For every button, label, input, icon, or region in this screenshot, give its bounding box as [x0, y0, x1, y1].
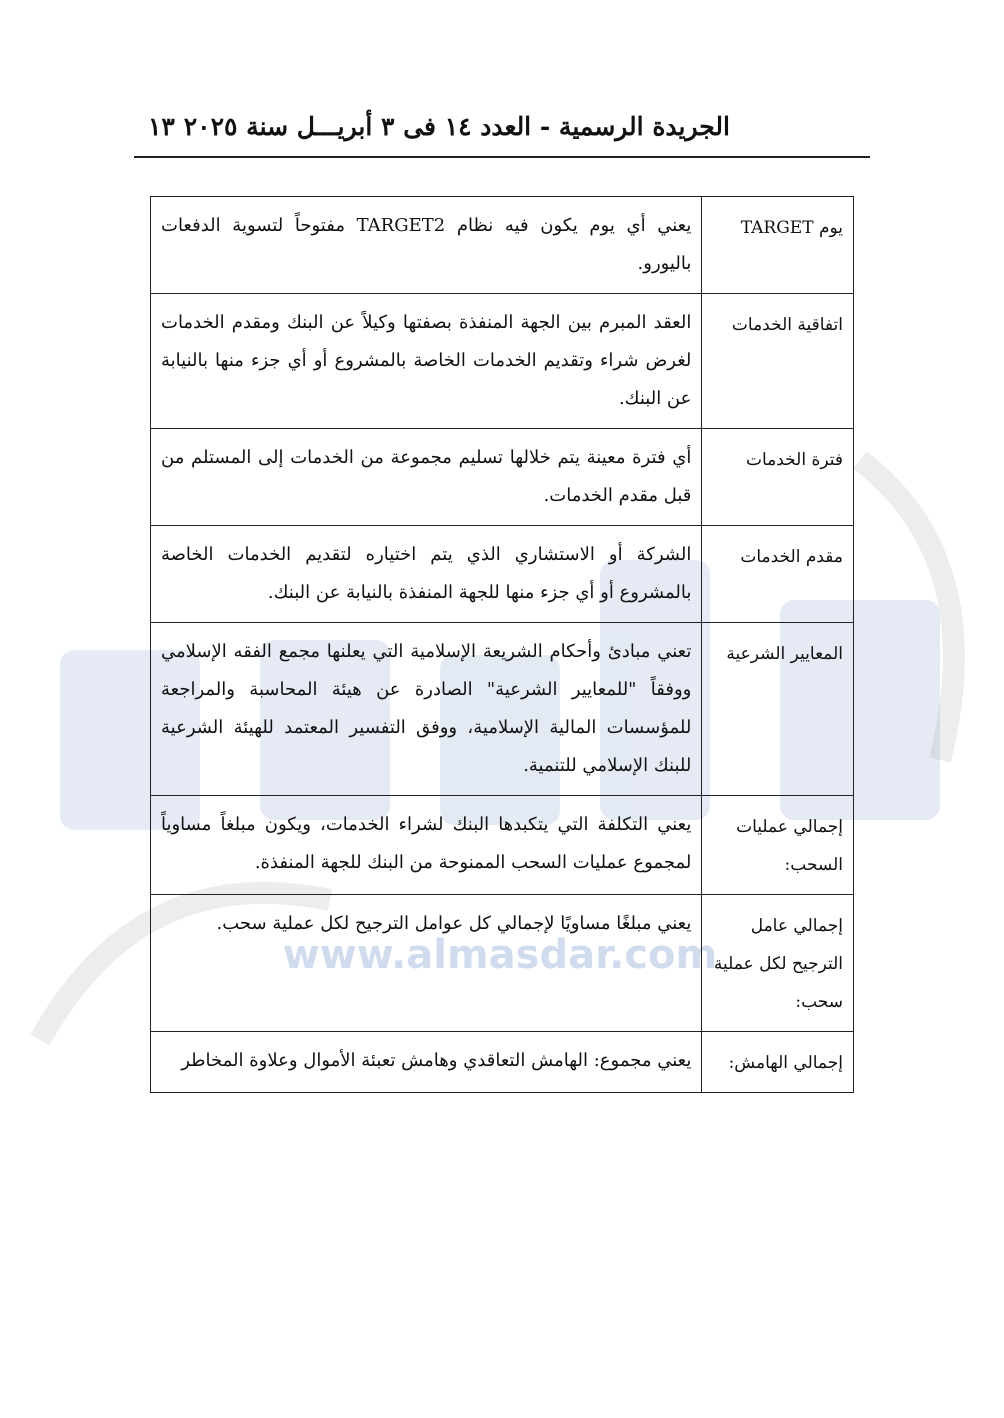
table-row: [151, 895, 854, 1032]
table-row: [151, 294, 854, 429]
margin-item: وعلاوة المخاطر: [181, 1050, 298, 1071]
definition-cell: [151, 526, 702, 623]
term-cell: [702, 796, 854, 895]
header-title: الجريدة الرسمية - العدد ١٤ فى ٣ أبريـــل سنة ٢٠٢٥: [183, 112, 730, 141]
term-label: إجمالي عامل الترجيح لكل عملية سحب:: [713, 916, 843, 1012]
watermark-site: www.almasdar.com: [282, 932, 718, 978]
definition-text: أي فترة معينة يتم خلالها تسليم مجموعة من الخدمات إلى المستلم من قبل مقدم الخدمات.: [161, 447, 692, 506]
term-cell: [702, 429, 854, 526]
definition-text: الشركة أو الاستشاري الذي يتم اختياره لتقديم الخدمات الخاصة بالمشروع أو أي جزء منها للجهة المنفذة بالنيابة عن البنك.: [161, 544, 692, 603]
table-row: [151, 526, 854, 623]
definition-text: تعني مبادئ وأحكام الشريعة الإسلامية التي يعلنها مجمع الفقه الإسلامي ووفقاً "للمعايير الشرعية" الصادرة عن هيئة المحاسبة والمراجعة للمؤسسات المالية الإسلامية، ووفق التفسير المعتمد للهيئة الشرعية للبنك الإسلامي للتنمية.: [161, 641, 692, 776]
table-row: [151, 429, 854, 526]
definition-text: العقد المبرم بين الجهة المنفذة بصفتها وكيلاً عن البنك ومقدم الخدمات لغرض شراء وتقديم الخدمات الخاصة بالمشروع أو أي جزء منها بالنيابة عن البنك.: [161, 312, 692, 409]
term-label: يوم TARGET: [740, 218, 843, 238]
table-row: [151, 796, 854, 895]
definition-text: يعني أي يوم يكون فيه نظام TARGET2 مفتوحاً لتسوية الدفعات باليورو.: [161, 215, 692, 274]
page-number: ١٣: [148, 112, 175, 141]
page-header: [134, 108, 870, 158]
term-cell: [702, 895, 854, 1032]
definition-cell: [151, 1032, 702, 1093]
definition-text: يعني مبلغًا مساويًا لإجمالي كل عوامل الترجيح لكل عملية سحب.: [216, 913, 692, 934]
definitions-table: [150, 196, 854, 1093]
table-row: [151, 1032, 854, 1093]
margin-item: الهامش التعاقدي: [463, 1050, 588, 1071]
definition-cell: [151, 796, 702, 895]
term-label: إجمالي عمليات السحب:: [736, 817, 843, 875]
definition-cell: [151, 623, 702, 796]
definition-cell: [151, 294, 702, 429]
table-row: [151, 623, 854, 796]
term-label: فترة الخدمات: [745, 450, 843, 470]
term-cell: [702, 623, 854, 796]
margin-intro: يعني مجموع:: [593, 1050, 692, 1071]
term-label: مقدم الخدمات: [740, 547, 843, 567]
term-label: المعايير الشرعية: [726, 644, 843, 664]
table-row: [151, 197, 854, 294]
term-cell: [702, 294, 854, 429]
term-label: إجمالي الهامش:: [728, 1053, 843, 1073]
definition-cell: [151, 429, 702, 526]
term-label: اتفاقية الخدمات: [731, 315, 843, 335]
term-cell: [702, 526, 854, 623]
definition-cell: [151, 895, 702, 1032]
definition-text: يعني التكلفة التي يتكبدها البنك لشراء الخدمات، ويكون مبلغاً مساوياً لمجموع عمليات السحب الممنوحة من البنك للجهة المنفذة.: [161, 814, 692, 873]
term-cell: [702, 1032, 854, 1093]
term-cell: [702, 197, 854, 294]
definition-cell: [151, 197, 702, 294]
margin-item: وهامش تعبئة الأموال: [303, 1050, 458, 1071]
